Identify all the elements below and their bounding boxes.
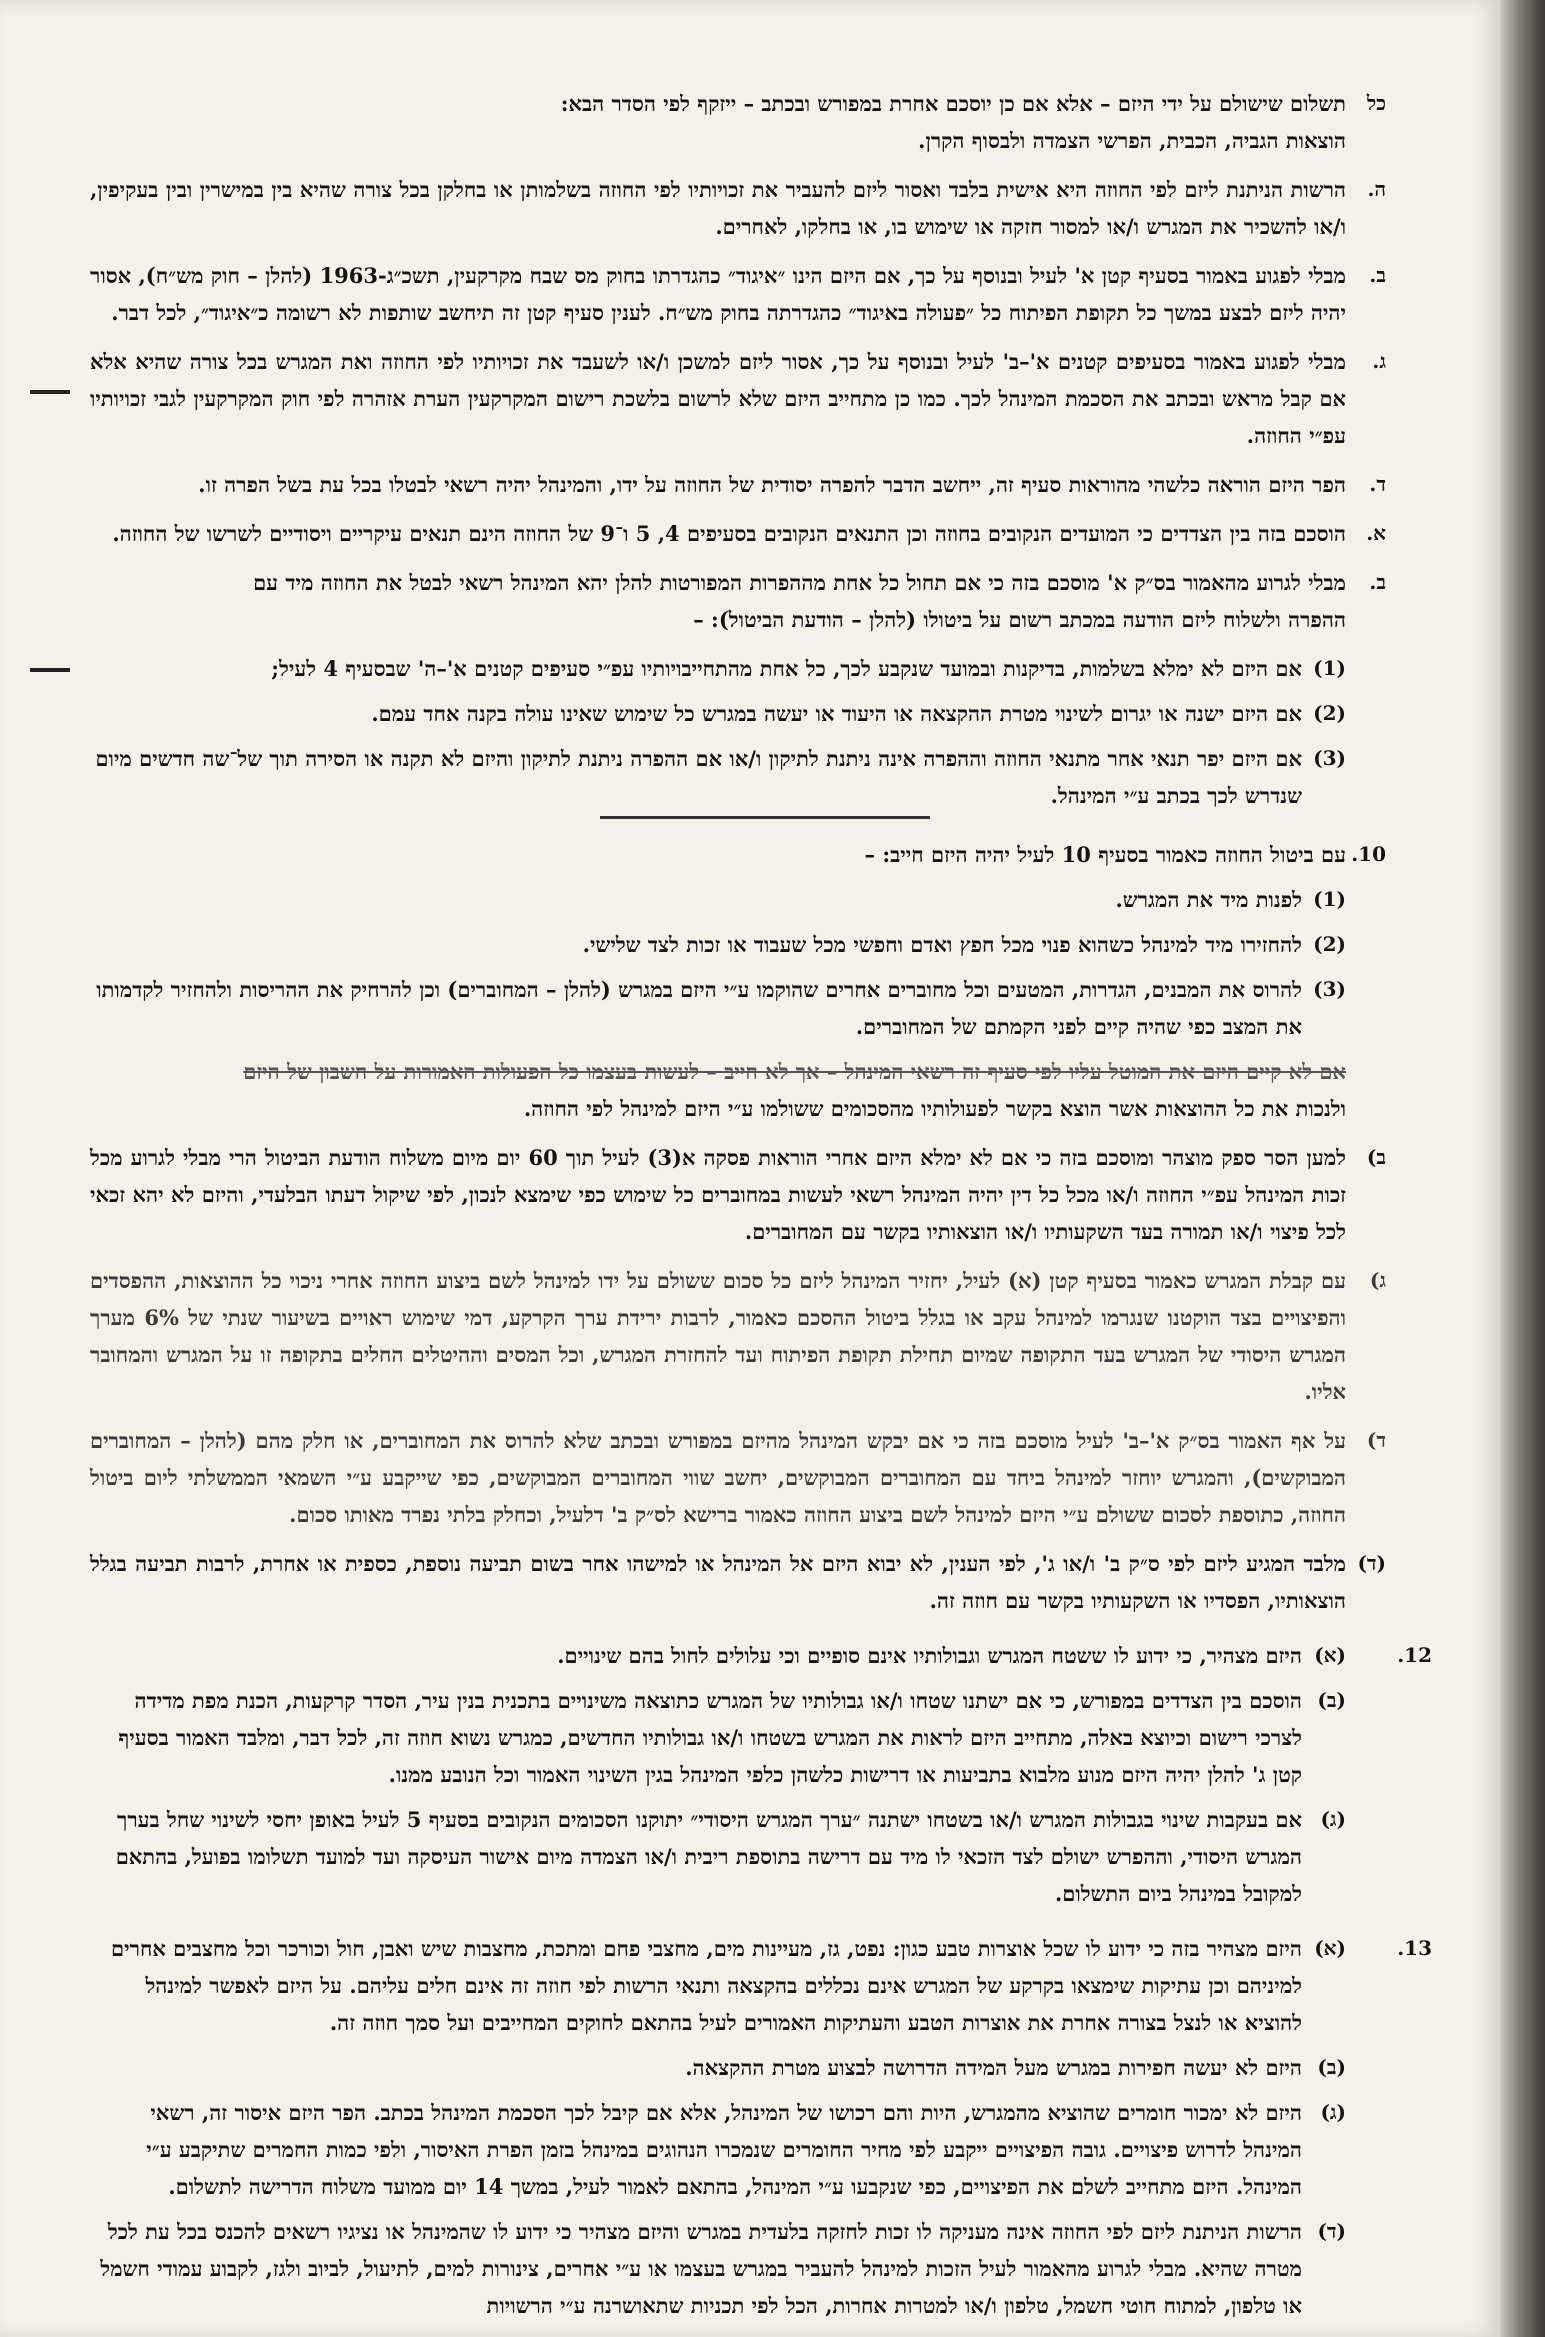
list-item-number: (1) <box>1313 887 1346 911</box>
section-13-marker: 13. <box>1397 1936 1432 1960</box>
sub-clause-marker: ב) <box>1366 1145 1386 1169</box>
section-10-heading-text: עם ביטול החוזה כאמור בסעיף 10 לעיל יהיה היזם חייב: – <box>864 842 1346 867</box>
list-item-text: אם היזם לא ימלא בשלמות, בדיקנות ובמועד שנקבע לכך, כל אחת מהתחייבויותיו עפ״י סעיפים קטנים א'–ה' שבסעיף 4 לעיל; <box>271 656 1302 681</box>
sub-clause-marker: (ד) <box>1357 1551 1386 1575</box>
list-item-number: (2) <box>1313 701 1346 725</box>
section-10-heading <box>90 836 1386 873</box>
list-item <box>90 1637 1432 1674</box>
section-10-marker: 10. <box>1351 842 1386 866</box>
sub-clause-d <box>90 1422 1386 1533</box>
paragraph-marker: ד. <box>1369 472 1386 496</box>
list-item-number: (3) <box>1313 977 1346 1001</box>
list-item-number: (ג) <box>1320 1807 1346 1831</box>
paragraph-marker: ה. <box>1367 177 1386 201</box>
paragraph-text: הפר היזם הוראה כלשהי מהוראות סעיף זה, ייחשב הדבר להפרה יסודית של החוזה על ידו, והמינהל יהיה רשאי לבטלו בכל עת בשל הפרה זו. <box>198 472 1346 497</box>
sub-clause-d2 <box>90 1545 1386 1619</box>
list-item-text: לפנות מיד את המגרש. <box>1115 887 1302 912</box>
struck-line <box>90 1053 1380 1090</box>
list-item <box>90 740 1380 814</box>
list-item-number: (1) <box>1313 656 1346 680</box>
sub-clause-text: מלבד המגיע ליזם לפי ס״ק ב' ו/או ג', לפי הענין, לא יבוא היזם אל המינהל או למישהו אחר בשום תביעה נוספת, כספית או אחרת, לרבות תביעה בגלל הוצאותיו, הפסדיו או השקעותיו בקשר עם חוזה זה. <box>90 1551 1346 1613</box>
list-item-number: (א) <box>1314 1936 1346 1960</box>
paragraph-text: מבלי לפגוע באמור בסעיפים קטנים א'–ב' לעיל ובנוסף על כך, אסור ליזם למשכן ו/או לשעבד את זכויותיו לפי החוזה ואת המגרש בכל צורה שהיא אלא אם קבל מראש ובכתב את הסכמת המינהל לכך. כמו כן מתחייב היזם שלא לרשום בלשכת רישום המקרקעין הערת אזהרה לפי חוק המקרקעין לגבי זכויותיו עפ״י החוזה. <box>90 349 1346 448</box>
sub-clause-marker: ד) <box>1366 1428 1386 1452</box>
list-item-number: (3) <box>1313 746 1346 770</box>
sub-clause-text: עם קבלת המגרש כאמור בסעיף קטן (א) לעיל, יחזיר המינהל ליזם כל סכום ששולם על ידו למינהל לשם ביצוע החוזה אחרי ניכוי כל ההוצאות, ההפסדים והפיצויים בצד הוקטנו שנגרמו למינהל עקב או בגלל ביטול ההסכם כאמור, לרבות ירידת ערך הקרקע, דמי שימוש ראויים בשיעור שנתי של 6% מערך המגרש היסודי של המגרש בעד התקופה שמיום תחילת תקופת הפיתוח ועד להחזרת המגרש, וכל המסים וההיטלים החלים בתקופה זו על המגרש והמחובר אליו. <box>90 1268 1347 1404</box>
intro-line: הוצאות הגביה, הכבית, הפרשי הצמדה ולבסוף הקרן. <box>918 128 1346 153</box>
list-item-text: להרוס את המבנים, הגדרות, המטעים וכל מחוברים אחרים שהוקמו ע״י היזם במגרש (להלן – המחוברים) וכן להרחיק את ההריסות ולהחזיר לקדמותו את המצב כפי שהיה קיים לפני הקמתם של המחוברים. <box>96 977 1302 1039</box>
list-item <box>90 926 1380 963</box>
sub-clause-b <box>90 1139 1386 1250</box>
list-item <box>90 2094 1380 2205</box>
list-item <box>90 1682 1380 1793</box>
paragraph <box>90 257 1386 331</box>
section-12-marker: 12. <box>1397 1643 1432 1667</box>
section-b-line: ההפרה ולשלוח ליזם הודעה במכתב רשום על ביטולו (להלן – הודעת הביטול): – <box>693 607 1346 632</box>
margin-dash-mark <box>30 668 70 672</box>
section-a-marker: א. <box>1366 521 1386 545</box>
list-item-text: היזם מצהיר, כי ידוע לו ששטח המגרש וגבולותיו אינם סופיים וכי עלולים לחול בהם שינויים. <box>557 1643 1302 1668</box>
struck-text: אם לא קיים היזם את המוטל עליו לפי סעיף זה רשאי המינהל – אך לא חייב – לעשות בעצמו כל הפעולות האמורות על חשבון של היזם <box>243 1059 1346 1084</box>
list-item-number: (ב) <box>1317 1688 1346 1712</box>
document-body <box>90 85 1432 2337</box>
list-item <box>90 695 1380 732</box>
paragraph-marker: ג. <box>1372 349 1386 373</box>
section-b <box>90 564 1386 638</box>
margin-dash-mark <box>30 390 70 394</box>
list-item-text: היזם לא ימכור חומרים שהוציא מהמגרש, היות והם רכושו של המינהל, אלא אם קיבל לכך הסכמת המינהל בכתב. הפר היזם איסור זה, רשאי המינהל לדרוש פיצויים. גובה הפיצויים ייקבע לפי מחיר החומרים שנמכרו הנהוגים במינהל בזמן הפרת האיסור, ולפי כמות החמרים שתיקבע ע״י המינהל. היזם מתחייב לשלם את הפיצויים, כפי שנקבעו ע״י המינהל, בהתאם לאמור לעיל, במשך 14 יום ממועד משלוח הדרישה לתשלום. <box>146 2100 1302 2199</box>
sub-clause-text: על אף האמור בס״ק א'–ב' לעיל מוסכם בזה כי אם יבקש המינהל מהיזם במפורש ובכתב שלא להרוס את המחוברים, או חלק מהם (להלן – המחוברים המבוקשים), והמגרש יוחזר למינהל ביחד עם המחוברים המבוקשים, יחשב שווי המחוברים המבוקשים, כפי שייקבע ע״י השמאי הממשלתי ליום ביטול החוזה, כתוספת לסכום ששולם ע״י היזם למינהל לשם ביצוע החוזה כאמור ברישא לס״ק ב' דלעיל, וכחלק בלתי נפרד מאותו סכום. <box>90 1428 1346 1527</box>
list-item <box>90 1930 1432 2041</box>
section-a-text: הוסכם בזה בין הצדדים כי המועדים הנקובים בחוזה וכן התנאים הנקובים בסעיפים 4, 5 ו־9 של החוזה הינם תנאים עיקריים ויסודיים לשרשו של החוזה. <box>112 521 1346 546</box>
continuation <box>90 1090 1380 1127</box>
list-item <box>90 2049 1380 2086</box>
list-item <box>90 971 1380 1045</box>
page-edge-shadow <box>1500 0 1545 2337</box>
paragraph-text: מבלי לפגוע באמור בסעיף קטן א' לעיל ובנוסף על כך, אם היזם הינו ״איגוד״ כהגדרתו בחוק מס שבח מקרקעין, תשכ״ג-1963 (להלן – חוק מש״ח), אסור יהיה ליזם לבצע במשך כל תקופת הפיתוח כל ״פעולה באיגוד״ כהגדרתה בחוק מש״ח. לענין סעיף קטן זה תיחשב שותפות לא רשומה כ״איגוד״, לכל דבר. <box>90 263 1346 325</box>
paragraph <box>90 466 1386 503</box>
list-item-number: (ג) <box>1320 2100 1346 2124</box>
list-item-number: (א) <box>1314 1643 1346 1667</box>
sub-clause-c <box>90 1262 1386 1410</box>
section-b-line: מבלי לגרוע מהאמור בס״ק א' מוסכם בזה כי אם תחול כל אחת מההפרות המפורטות להלן יהא המינהל רשאי לבטל את החוזה מיד עם <box>253 570 1346 595</box>
list-item <box>90 881 1380 918</box>
list-item-text: אם היזם ישנה או יגרום לשינוי מטרת ההקצאה או היעוד או יעשה במגרש כל שימוש שאינו עולה בקנה אחד עמם. <box>371 701 1302 726</box>
list-item-text: הרשות הניתנת ליזם לפי החוזה אינה מעניקה לו זכות לחזקה בלעדית במגרש והיזם מצהיר כי ידוע לו שהמינהל או נציגיו רשאים להכנס בכל עת לכל מטרה שהיא. מבלי לגרוע מהאמור לעיל הזכות למינהל להעביר במגרש בעצמו או ע״י אחרים, צינורות למים, לתיעול, לביוב ולגז, לקבוע עמודי חשמל או טלפון, למתוח חוטי חשמל, טלפון ו/או למטרות אחרות, הכל לפי תכניות שתאושרנה ע״י הרשויות <box>100 2219 1302 2318</box>
paragraph <box>90 343 1386 454</box>
intro-heading: תשלום שישולם על ידי היזם – אלא אם כן יוסכם אחרת במפורש ובכתב – ייזקף לפי הסדר הבא: <box>560 91 1346 116</box>
intro-block <box>90 85 1386 159</box>
list-item <box>90 650 1380 687</box>
list-item <box>90 1801 1380 1912</box>
list-item-number: (2) <box>1313 932 1346 956</box>
list-item-number: (ד) <box>1317 2219 1346 2243</box>
list-item-text: היזם לא יעשה חפירות במגרש מעל המידה הדרושה לבצוע מטרת ההקצאה. <box>685 2055 1302 2080</box>
list-item-text: להחזירו מיד למינהל כשהוא פנוי מכל חפץ ואדם וחפשי מכל שעבוד או זכות לצד שלישי. <box>582 932 1302 957</box>
list-item-text: אם היזם יפר תנאי אחר מתנאי החוזה וההפרה אינה ניתנת לתיקון ו/או אם ההפרה ניתנת לתיקון והיזם לא תקנה או הסירה תוך של־שה חדשים מיום שנדרש לכך בכתב ע״י המינהל. <box>95 746 1302 808</box>
section-b-marker: ב. <box>1369 570 1386 594</box>
paragraph-marker: ב. <box>1369 263 1386 287</box>
list-item-text: הוסכם בין הצדדים במפורש, כי אם ישתנו שטחו ו/או גבולותיו של המגרש כתוצאה משינויים בתכנית בנין עיר, הסדר קרקעות, הכנת מפת מדידה לצרכי רישום וכיוצא באלה, מתחייב היזם לראות את המגרש בשטחו ו/או גבולותיו החדשים, כמגרש נשוא חוזה זה, לכל דבר, ומלבד האמור בסעיף קטן ג' להלן יהיה היזם מנוע מלבוא בתביעות או דרישות כלשהן כלפי המינהל בגין השינוי האמור וכל הנובע ממנו. <box>118 1688 1302 1787</box>
list-item-text: היזם מצהיר בזה כי ידוע לו שכל אוצרות טבע כגון: נפט, גז, מעיינות מים, מחצבי פחם ומתכת, מחצבות שיש ואבן, חול וכורכר וכל מחצבים אחרים למיניהם וכן עתיקות שימצאו בקרקע של המגרש אינם נכללים בהקצאה ותנאי הרשות לפי חוזה זה אינם חלים עליהם. על היזם לאפשר למינהל להוציא או לנצל בצורה אחרת את אוצרות הטבע והעתיקות האמורים לעיל בהתאם לחוקים המחייבים ועל סמך חוזה זה. <box>111 1936 1302 2035</box>
paragraph-text: הרשות הניתנת ליזם לפי החוזה היא אישית בלבד ואסור ליזם להעביר את זכויותיו לפי החוזה בשלמותן או בחלקן בכל צורה שהיא בין במישרין ובין בעקיפין, ו/או להשכיר את המגרש ו/או למסור חזקה או שימוש בו, או בחלקו, לאחרים. <box>90 177 1346 239</box>
list-item-number: (ב) <box>1317 2055 1346 2079</box>
list-item <box>90 2213 1380 2324</box>
sub-clause-marker: ג) <box>1369 1268 1386 1292</box>
continuation-text: ולנכות את כל ההוצאות אשר הוצא בקשר לפעולותיו מהסכומים ששולמו ע״י היזם למינהל לפי החוזה. <box>523 1096 1346 1121</box>
intro-marker: כל <box>1366 91 1386 115</box>
section-a <box>90 515 1386 552</box>
paragraph <box>90 171 1386 245</box>
list-item-text: אם בעקבות שינוי בגבולות המגרש ו/או בשטחו ישתנה ״ערך המגרש היסודי״ יתוקנו הסכומים הנקובים בסעיף 5 לעיל באופן יחסי לשינוי שחל בערך המגרש היסודי, וההפרש ישולם לצד הזכאי לו מיד עם דרישה בתוספת ריבית ו/או הצמדה מיום אישור העיסקה ועד למועד תשלומו בפועל, בהתאם למקובל במינהל ביום התשלום. <box>115 1807 1302 1906</box>
sub-clause-text: למען הסר ספק מוצהר ומוסכם בזה כי אם לא ימלא היזם אחרי הוראות פסקה א(3) לעיל תוך 60 יום מיום משלוח הודעת הביטול הרי מבלי לגרוע מכל זכות המינהל עפ״י החוזה ו/או מכל כל דין יהיה המינהל רשאי לעשות במחוברים כל שימוש כפי שימצא לנכון, לפי שיקול דעתו הבלעדי, והיזם לא יהא זכאי לכל פיצוי ו/או תמורה בעד השקעותיו ו/או הוצאותיו בקשר עם המחוברים. <box>90 1145 1346 1244</box>
